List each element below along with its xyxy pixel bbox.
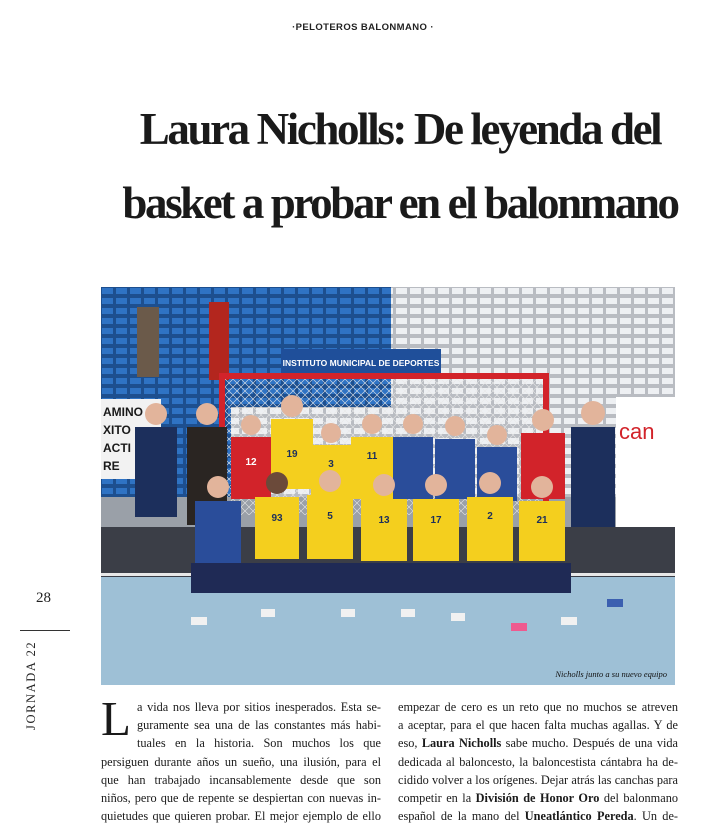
jersey-number: 5 bbox=[327, 511, 333, 522]
body-line bbox=[398, 734, 678, 752]
title-line-1: Laura Nicholls: De leyenda del bbox=[139, 104, 661, 154]
jersey-number: 93 bbox=[271, 513, 283, 524]
body-line: empezar de cero es un reto que no muchos se atreven bbox=[398, 700, 678, 714]
drop-cap: L bbox=[101, 691, 131, 746]
body-line: dedicada al baloncesto, la baloncestista cántabra ha de- bbox=[398, 754, 678, 769]
jersey-number: 17 bbox=[430, 515, 442, 526]
right-wall-sign bbox=[616, 397, 675, 527]
body-line: cidido volver a los orígenes. Dejar atrás las canchas para bbox=[398, 772, 678, 787]
page-number-rule bbox=[20, 630, 70, 631]
jersey-number: 2 bbox=[487, 511, 493, 522]
page-number: 28 bbox=[36, 590, 51, 606]
body-line bbox=[398, 789, 678, 807]
title-line-2: basket a probar en el balonmano bbox=[122, 178, 678, 228]
spectator bbox=[209, 302, 229, 380]
jersey-number: 19 bbox=[286, 449, 298, 460]
body-line: tuales en la historia. Son muchos los que bbox=[136, 736, 381, 751]
section-header: ·PELOTEROS BALONMANO · bbox=[292, 22, 434, 33]
body-text: competir en la bbox=[398, 791, 476, 806]
article-title bbox=[96, 92, 704, 240]
team-photo-illustration bbox=[101, 287, 675, 685]
body-line: persiguen durante años un sueño, una ilusión, para el bbox=[101, 754, 381, 769]
left-wall-text-3: ACTI bbox=[103, 441, 131, 455]
left-wall-text-4: RE bbox=[103, 459, 120, 473]
jersey-number: 21 bbox=[536, 515, 548, 526]
photo-caption: Nicholls junto a su nuevo equipo bbox=[555, 669, 667, 679]
arena-banner-text: INSTITUTO MUNICIPAL DE DEPORTES bbox=[282, 358, 440, 368]
body-line bbox=[398, 807, 678, 825]
body-text: eso, bbox=[398, 736, 422, 751]
issue-label: JORNADA 22 bbox=[24, 640, 38, 730]
spectator bbox=[137, 307, 159, 377]
left-wall-text-1: AMINO bbox=[103, 405, 143, 419]
body-line: a aceptar, para el que hacen falta muchas agallas. Y de bbox=[398, 718, 678, 733]
body-text: del balonmano bbox=[599, 791, 678, 806]
left-wall-text-2: XITO bbox=[103, 423, 131, 437]
body-line: a vida nos lleva por sitios inesperados. Esta se- bbox=[136, 700, 381, 714]
article-column-right bbox=[398, 698, 678, 825]
article-column-left bbox=[101, 691, 381, 825]
body-line: quietudes que quieren probar. El mejor ejemplo de ello bbox=[101, 809, 381, 824]
body-line: que han trabajado incansablemente desde que son bbox=[101, 772, 381, 787]
body-line: niños, pero que de repente se despiertan con nuevas in- bbox=[101, 791, 381, 806]
right-wall-text: can bbox=[619, 419, 655, 444]
league-name: División de Honor Oro bbox=[475, 791, 600, 806]
body-text: español de la mano del bbox=[398, 809, 525, 824]
jersey-number: 3 bbox=[328, 459, 334, 470]
jersey-number: 11 bbox=[366, 451, 378, 462]
jersey-number: 13 bbox=[378, 515, 390, 526]
jersey-number: 12 bbox=[245, 457, 257, 468]
body-text: sabe mucho. Después de una vida bbox=[501, 736, 678, 751]
article-body bbox=[101, 691, 678, 824]
body-line: guramente sea una de las constantes más habi- bbox=[136, 718, 381, 733]
body-text: . Un de- bbox=[633, 809, 678, 824]
goal-crossbar bbox=[219, 373, 549, 379]
team-photo bbox=[101, 287, 675, 685]
person-name: Laura Nicholls bbox=[421, 736, 502, 751]
team-name: Uneatlántico Pereda bbox=[524, 809, 634, 824]
